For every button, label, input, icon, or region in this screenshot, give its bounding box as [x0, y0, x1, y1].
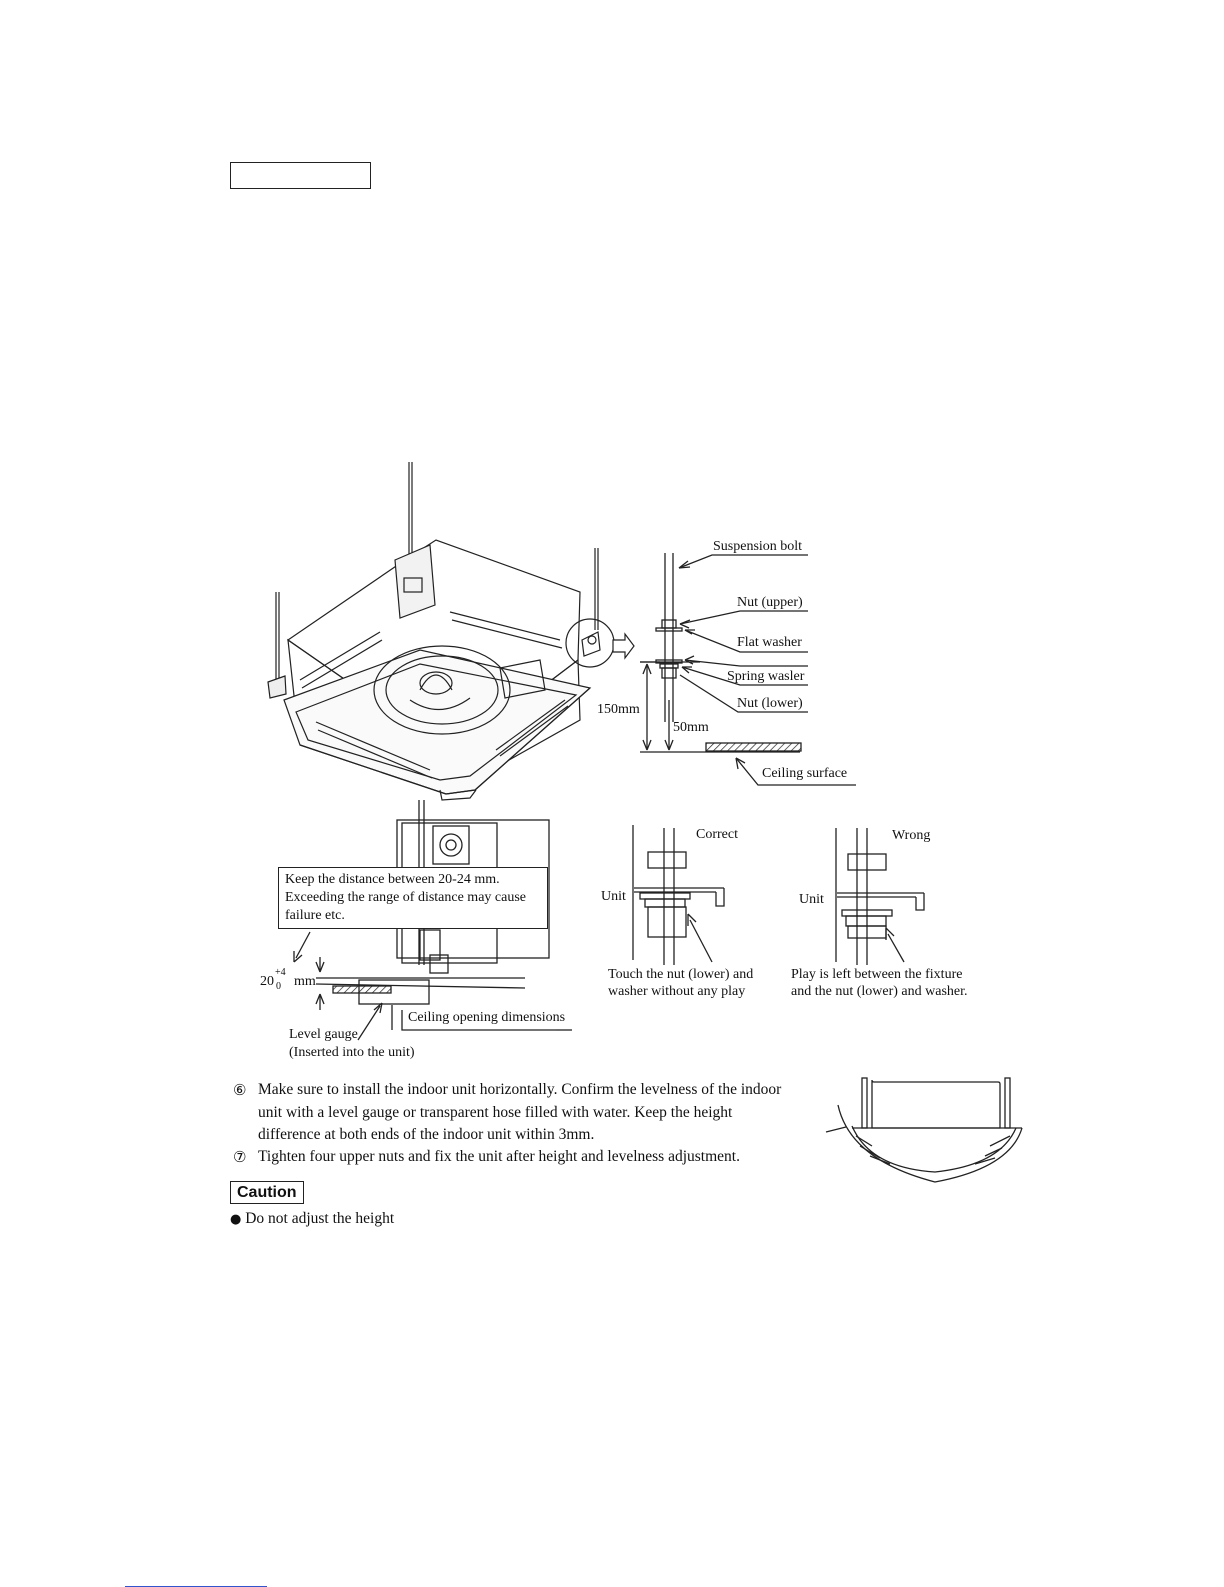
bullet-icon: ● [230, 1212, 242, 1227]
label-dim-150: 150mm [597, 702, 640, 717]
label-spring-washer: Spring wasler [727, 669, 805, 684]
step-6-text: Make sure to install the indoor unit horizontally. Confirm the levelness of the indoor unit with a level gauge or transparent hose filled with water. Keep the height difference at both ends of the indoor unit within 3mm. [258, 1081, 782, 1143]
dim-20-sub: 0 [276, 981, 281, 992]
caption-correct-1: Touch the nut (lower) and [608, 967, 754, 982]
label-dim-50: 50mm [673, 720, 709, 735]
label-flat-washer: Flat washer [737, 635, 802, 650]
dim-20-sup: +4 [275, 967, 286, 978]
caption-correct-2: washer without any play [608, 984, 746, 999]
label-level-gauge: Level gauge [289, 1027, 358, 1042]
label-ceiling-surface: Ceiling surface [762, 766, 848, 781]
step-6-number: ⑥ [233, 1081, 247, 1099]
note-line-3: failure etc. [285, 908, 345, 923]
caution-item [230, 1208, 394, 1231]
note-line-2: Exceeding the range of distance may cause [285, 890, 527, 905]
cassette-unit-drawing [268, 462, 614, 800]
dim-20-base: 20 [260, 974, 274, 989]
label-wrong: Wrong [892, 828, 931, 843]
label-nut-lower: Nut (lower) [737, 696, 803, 711]
label-unit-correct: Unit [601, 889, 626, 904]
label-correct: Correct [696, 827, 738, 842]
note-line-1: Keep the distance between 20-24 mm. [285, 872, 500, 887]
caution-label: Caution [230, 1181, 304, 1204]
caption-wrong-2: and the nut (lower) and washer. [791, 984, 968, 999]
dim-20-unit: mm [294, 974, 316, 989]
label-unit-wrong: Unit [799, 892, 824, 907]
label-nut-upper: Nut (upper) [737, 595, 803, 610]
level-gauge-drawing [826, 1078, 1022, 1182]
caption-wrong-1: Play is left between the fixture [791, 967, 963, 982]
wrong-detail-drawing [836, 828, 924, 965]
label-ceiling-opening: Ceiling opening dimensions [408, 1010, 566, 1025]
label-suspension-bolt: Suspension bolt [713, 539, 803, 554]
correct-detail-drawing [633, 825, 724, 965]
distance-note-box [278, 867, 548, 929]
label-level-gauge-note: (Inserted into the unit) [289, 1045, 415, 1060]
step-7-number: ⑦ [233, 1148, 247, 1166]
caution-text: Do not adjust the height [245, 1210, 395, 1227]
step-7-text: Tighten four upper nuts and fix the unit after height and levelness adjustment. [258, 1148, 740, 1165]
